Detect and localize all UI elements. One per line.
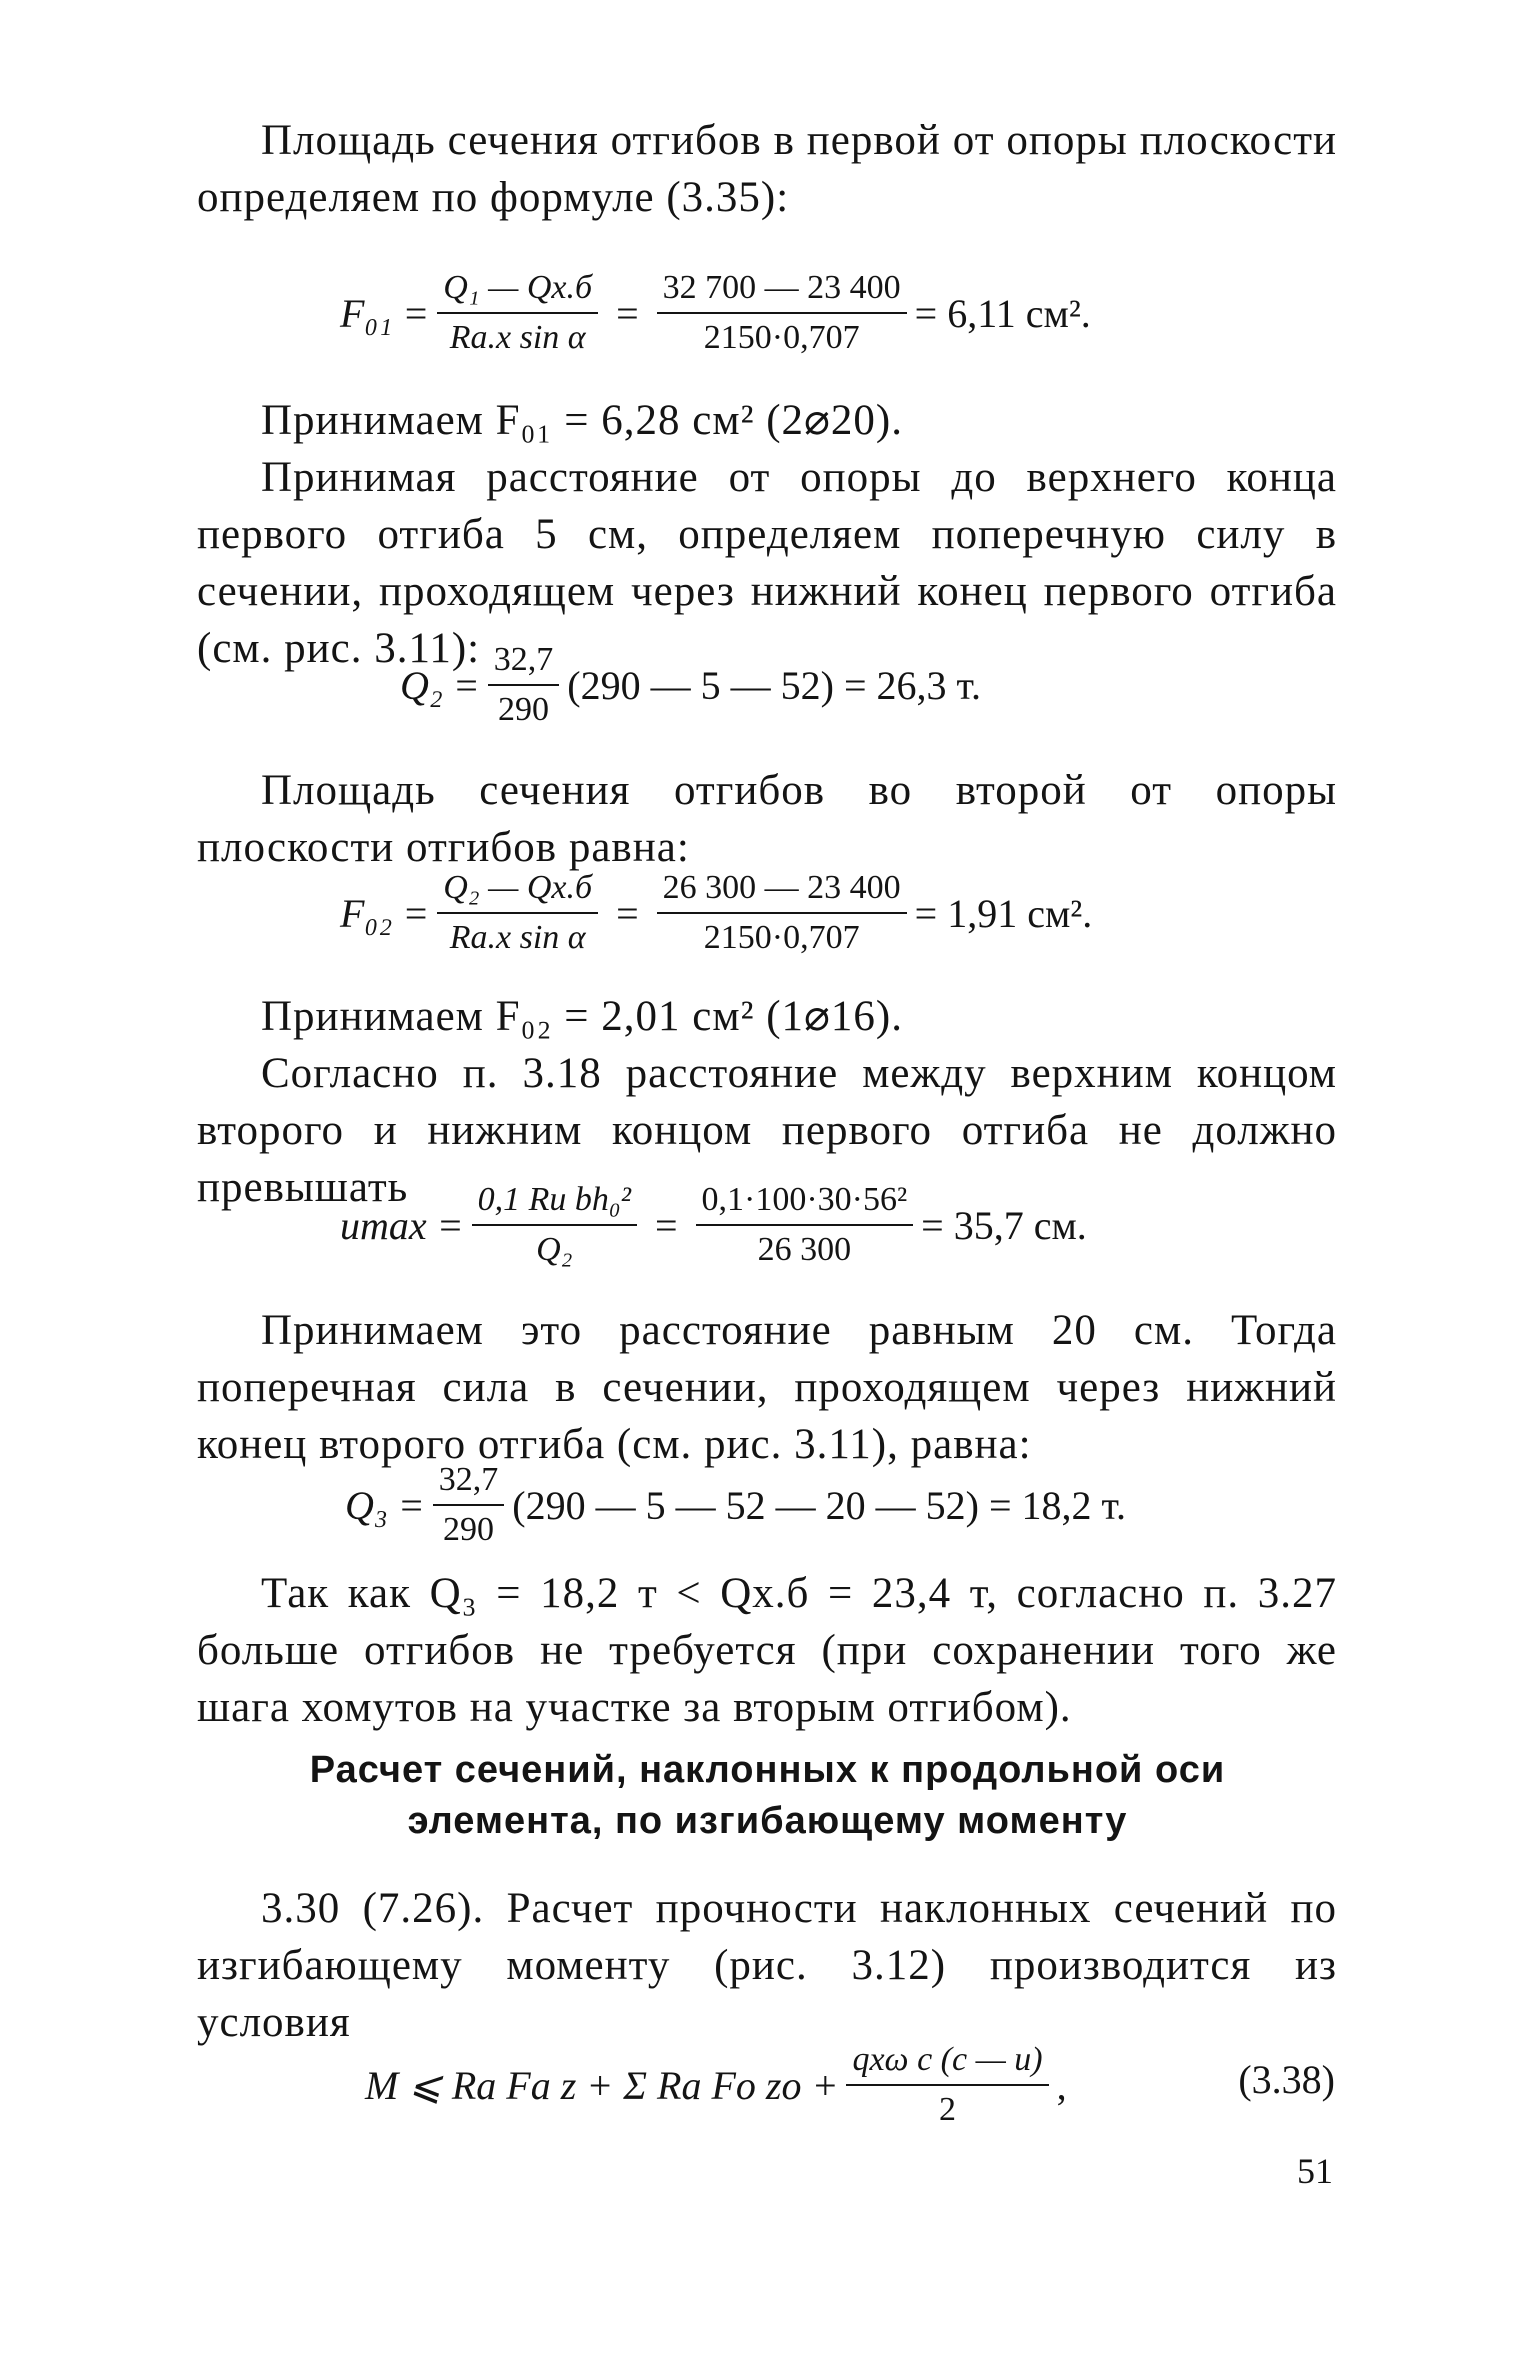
formula-f02-lhs: F₀₂ =	[340, 890, 430, 936]
formula-q3-frac	[433, 1460, 505, 1550]
formula-umax-lhs: umax =	[340, 1202, 464, 1248]
paragraph-1	[197, 112, 1337, 226]
paragraph-8	[197, 1565, 1337, 1736]
formula-q3-rest: (290 — 5 — 52 — 20 — 52) = 18,2 т.	[512, 1482, 1126, 1528]
formula-umax-frac2	[696, 1180, 914, 1270]
formula-3-38-tail: ,	[1056, 2062, 1067, 2108]
paragraph-7-text: Принимаем это расстояние равным 20 см. Тогда поперечная сила в сечении, проходящем через нижний конец второго отгиба (см. рис. 3.11), равна:	[197, 1307, 1337, 1468]
formula-q3-lhs: Q₃ =	[345, 1482, 425, 1528]
section-heading: Расчет сечений, наклонных к продольной оси элемента, по изгибающему моменту	[309, 1749, 1226, 1842]
paragraph-2	[197, 392, 1337, 449]
formula-q2-num: 32,7	[488, 640, 560, 686]
formula-f02-den2: 2150·0,707	[703, 919, 860, 956]
formula-q3-num: 32,7	[433, 1460, 505, 1506]
paragraph-6-text: Согласно п. 3.18 расстояние между верхним концом второго и нижним концом первого отгиба не должно превышать	[197, 1050, 1337, 1211]
page-number: 51	[1297, 2151, 1333, 2191]
paragraph-4	[197, 762, 1337, 876]
formula-umax-num1: 0,1 Rи bh₀²	[472, 1180, 637, 1226]
formula-q2-rest: (290 — 5 — 52) = 26,3 т.	[567, 662, 981, 708]
formula-f01-num2: 32 700 — 23 400	[657, 268, 907, 314]
formula-umax-den1: Q₂	[536, 1231, 573, 1268]
formula-q3	[345, 1460, 1126, 1550]
paragraph-3-text: Принимая расстояние от опоры до верхнего конца первого отгиба 5 см, определяем поперечную силу в сечении, проходящем через нижний конец первого отгиба (см. рис. 3.11):	[197, 454, 1337, 672]
paragraph-4-text: Площадь сечения отгибов во второй от опоры плоскости отгибов равна:	[197, 767, 1337, 871]
paragraph-8-text: Так как Q₃ = 18,2 т < Qх.б = 23,4 т, согласно п. 3.27 больше отгибов не требуется (при сохранении того же шага хомутов на участке за вторым отгибом).	[197, 1570, 1337, 1731]
formula-f02-frac2	[657, 868, 907, 958]
paragraph-7	[197, 1302, 1337, 1473]
formula-umax-num2: 0,1·100·30·56²	[696, 1180, 914, 1226]
formula-f01-result: = 6,11 см².	[914, 290, 1091, 336]
formula-umax-result: = 35,7 см.	[921, 1202, 1087, 1248]
formula-f01-den2: 2150·0,707	[703, 319, 860, 356]
formula-f01-frac1	[437, 268, 598, 358]
formula-f02-den1: Rа.х sin α	[449, 919, 586, 956]
formula-f02-frac1	[437, 868, 598, 958]
paragraph-5	[197, 988, 1337, 1045]
formula-3-38-num: qхω c (c — u)	[846, 2040, 1048, 2086]
formula-f01-den1: Rа.х sin α	[449, 319, 586, 356]
formula-f01-eq: =	[616, 290, 639, 336]
formula-f02-result: = 1,91 см².	[914, 890, 1093, 936]
formula-umax-frac1	[472, 1180, 637, 1270]
formula-f01	[340, 268, 1091, 358]
formula-q2-den: 290	[498, 691, 550, 728]
formula-3-38-lhs: M ⩽ Rа Fа z + Σ Rа Fо zо +	[365, 2062, 839, 2108]
paragraph-1-text: Площадь сечения отгибов в первой от опоры плоскости определяем по формуле (3.35):	[197, 117, 1337, 221]
formula-f01-lhs: F₀₁ =	[340, 290, 430, 336]
formula-umax-den2: 26 300	[757, 1231, 852, 1268]
paragraph-5-text: Принимаем F₀₂ = 2,01 см² (1⌀16).	[261, 993, 903, 1040]
equation-number: (3.38)	[1238, 2057, 1335, 2102]
formula-q2-lhs: Q₂ =	[400, 662, 480, 708]
formula-q3-den: 290	[443, 1511, 495, 1548]
formula-f02-eq: =	[616, 890, 639, 936]
paragraph-9-text: 3.30 (7.26). Расчет прочности наклонных сечений по изгибающему моменту (рис. 3.12) производится из условия	[197, 1885, 1337, 2046]
formula-f02-num2: 26 300 — 23 400	[657, 868, 907, 914]
formula-f02-num1: Q₂ — Qх.б	[437, 868, 598, 914]
formula-q2-frac	[488, 640, 560, 730]
formula-q2	[400, 640, 981, 730]
formula-f01-num1: Q₁ — Qх.б	[437, 268, 598, 314]
formula-3-38-frac	[846, 2040, 1048, 2130]
formula-f02	[340, 868, 1092, 958]
paragraph-9	[197, 1880, 1337, 2051]
formula-umax-eq: =	[654, 1202, 678, 1248]
paragraph-2-text: Принимаем F₀₁ = 6,28 см² (2⌀20).	[261, 397, 903, 444]
formula-3-38	[365, 2040, 1067, 2130]
formula-f01-frac2	[657, 268, 907, 358]
formula-3-38-den: 2	[939, 2091, 957, 2128]
formula-umax	[340, 1180, 1087, 1270]
